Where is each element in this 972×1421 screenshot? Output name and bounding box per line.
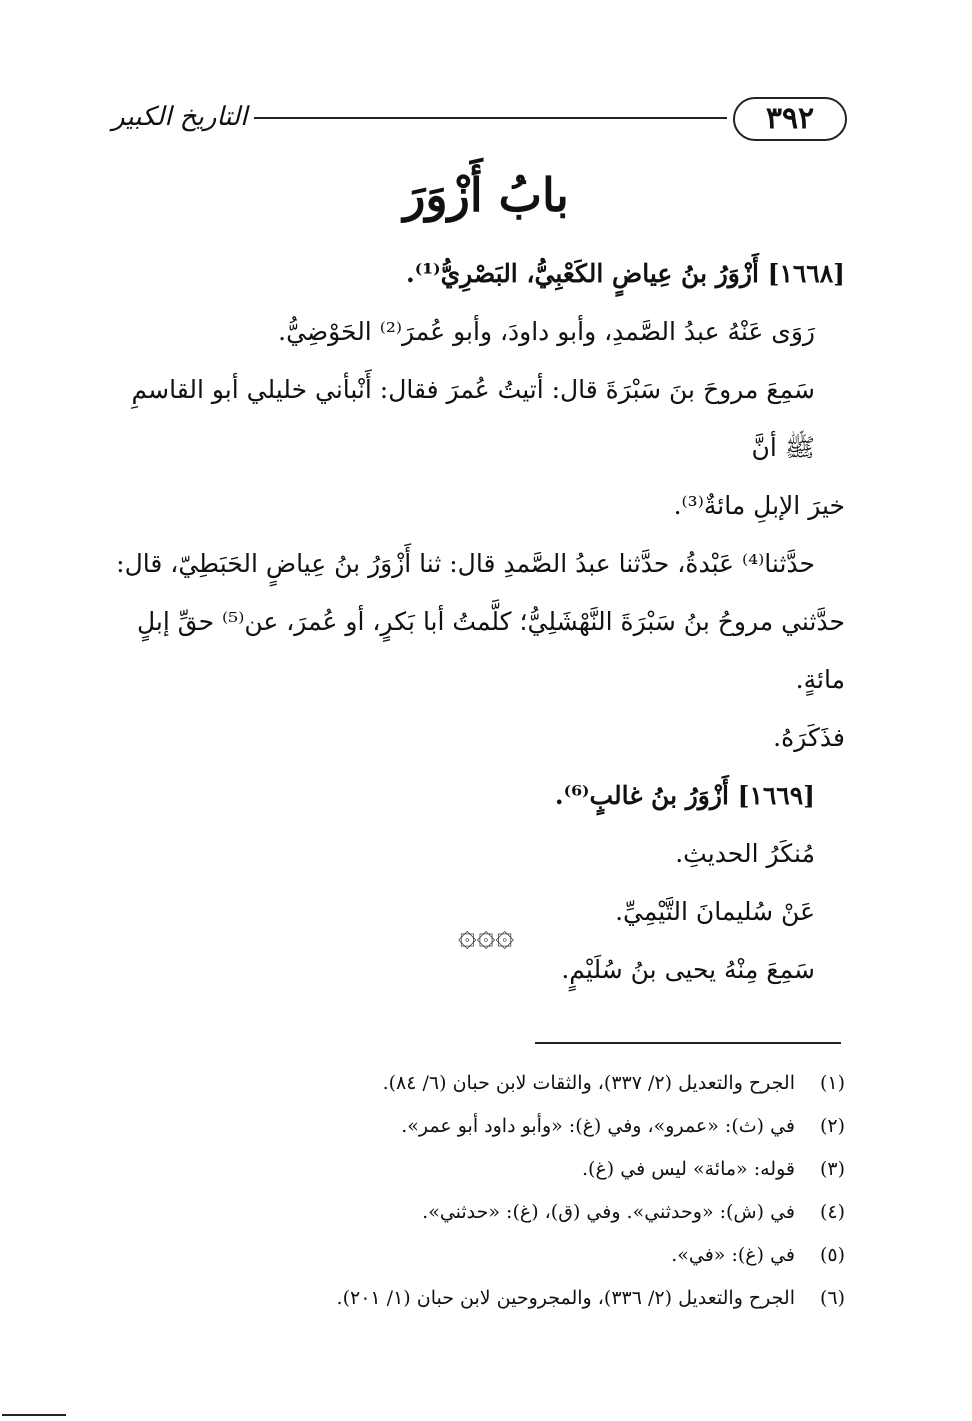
bottom-mark [2, 1414, 66, 1416]
footnote-text: في (ش): «وحدثني». وفي (ق)، (غ): «حدثني». [422, 1201, 795, 1223]
footnote-number: (٣) [819, 1158, 845, 1180]
footnote [200, 1105, 845, 1148]
footnote [200, 1191, 845, 1234]
text-line: خيرَ الإبلِ مائةٌ⁽³⁾. [673, 491, 845, 520]
text-line: حدَّثنا⁽⁴⁾ عَبْدةُ، حدَّثنا عبدُ الصَّمدِ قال: ثنا أَزْوَرُ بنُ عِياضٍ الحَبَطِيّ، قال: [116, 549, 815, 578]
footnote-number: (١) [819, 1072, 845, 1094]
footnote-text: في (ث): «عمرو»، وفي (غ): «وأبو داود أبو عمر». [401, 1115, 795, 1137]
chapter-title: بابُ أَزْوَرَ [403, 168, 569, 222]
footnote [200, 1234, 845, 1277]
footnotes [200, 1062, 845, 1320]
footnote-number: (٤) [819, 1201, 845, 1223]
footnote-number: (٢) [819, 1115, 845, 1137]
footnote [200, 1148, 845, 1191]
page-header [112, 95, 847, 139]
footnote-text: الجرح والتعديل (٢/ ٣٣٦)، والمجروحين لابن حبان (١/ ٢٠١). [336, 1287, 795, 1309]
footnote-number: (٥) [819, 1244, 845, 1266]
entry-heading: [١٦٦٨] أَزْوَرُ بنُ عِياضٍ الكَعْبِيُّ، البَصْرِيُّ⁽¹⁾. [406, 259, 845, 288]
header-rule [254, 117, 727, 119]
footnote-text: الجرح والتعديل (٢/ ٣٣٧)، والثقات لابن حبان (٦/ ٨٤). [382, 1072, 795, 1094]
footnote-number: (٦) [819, 1287, 845, 1309]
running-title: التاريخ الكبير [112, 102, 248, 132]
text-line: حدَّثني مروحُ بنُ سَبْرَةَ النَّهْشَلِيُّ؛ كلَّمتُ أبا بَكرٍ، أو عُمرَ، عن⁽⁵⁾ حقِّ إبلٍ مائةٍ. [136, 607, 845, 694]
footnote [200, 1277, 845, 1320]
main-text [105, 245, 845, 999]
section-ornament-icon: ۞۞۞ [457, 915, 515, 953]
text-line: سَمِعَ مِنْهُ يحيى بنُ سُلَيْمٍ. [561, 955, 815, 984]
page-number: ٣٩٢ [733, 97, 847, 141]
text-line: سَمِعَ مروحَ بنَ سَبْرَةَ قال: أتيتُ عُمرَ فقال: أَنْبأني خليلي أبو القاسمِ ﷺ أنَّ [131, 375, 815, 462]
footnote-text: قوله: «مائة» ليس في (غ). [582, 1158, 795, 1180]
footnote-text: في (غ): «في». [671, 1244, 795, 1266]
footnote-rule [535, 1042, 841, 1044]
footnote [200, 1062, 845, 1105]
text-line: فذَكَرَهُ. [773, 723, 845, 752]
text-line: عَنْ سُليمانَ التَّيْمِيِّ. [615, 897, 815, 926]
text-line: رَوَى عَنْهُ عبدُ الصَّمدِ، وأبو داودَ، وأبو عُمرَ⁽²⁾ الحَوْضِيُّ. [278, 317, 815, 346]
text-line: مُنكَرُ الحديثِ. [675, 839, 815, 868]
entry-heading: [١٦٦٩] أَزْوَرُ بنُ غالبٍ⁽⁶⁾. [554, 781, 815, 810]
